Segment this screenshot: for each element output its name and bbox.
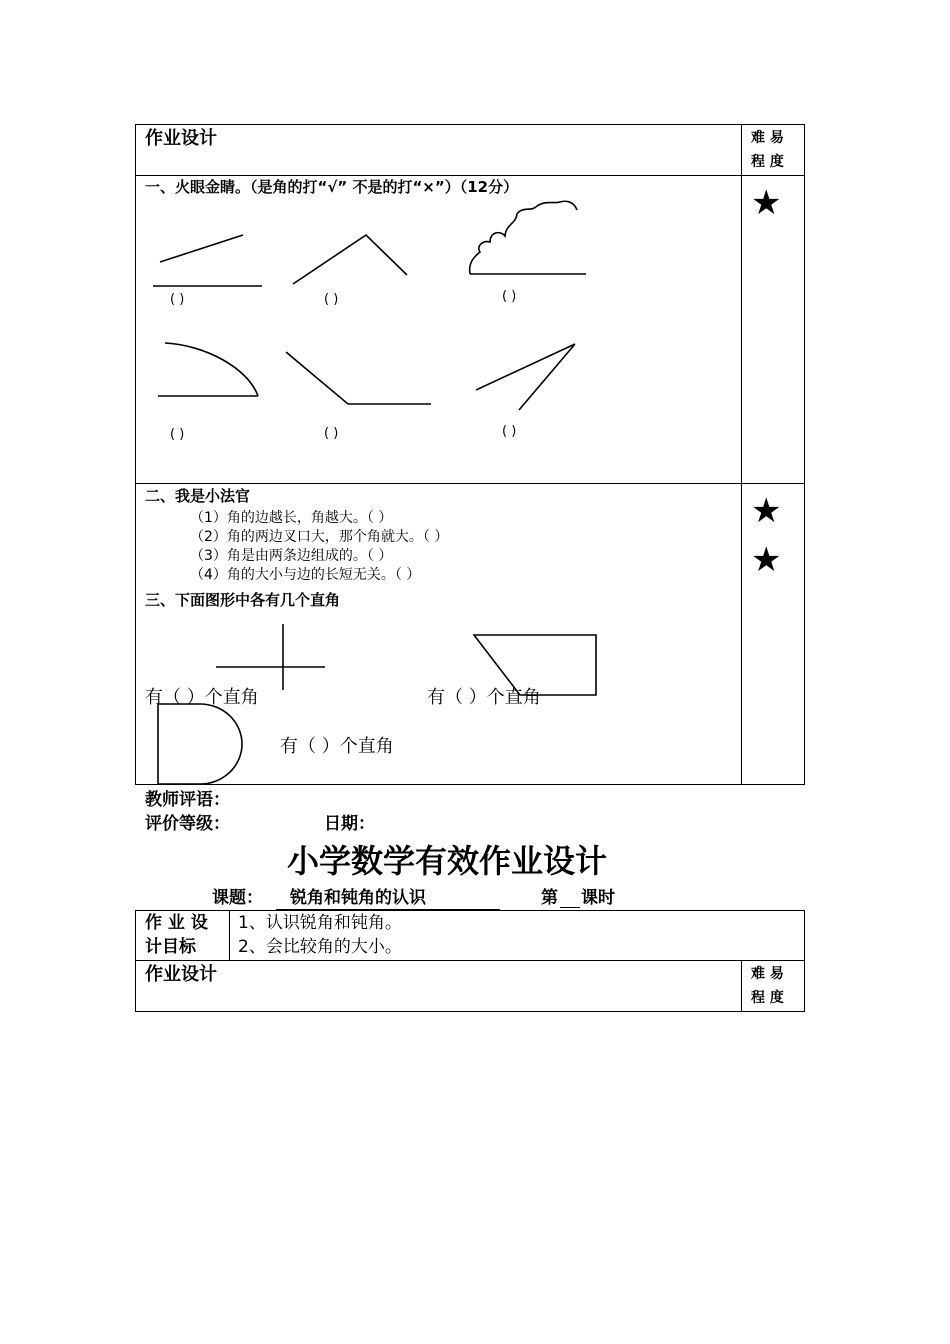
answer-blank-4[interactable]: ( ) (170, 427, 185, 442)
judge-item-3: （3）角是由两条边组成的。（ ） (190, 548, 393, 564)
figure-4-arc (165, 343, 258, 396)
figure-2-angle (293, 235, 407, 284)
judge-item-4: （4）角的大小与边的长短无关。（ ） (190, 567, 421, 583)
section3-title: 三、下面图形中各有几个直角 (145, 591, 341, 609)
d-shape (158, 704, 242, 784)
goal-label-2: 计目标 (145, 937, 196, 957)
topic-value: 锐角和钝角的认识 (276, 888, 500, 910)
star-icon: ★ (751, 183, 782, 223)
right-angle-answer-1: 有（ ）个直角 (145, 687, 259, 708)
homework-design-header: 作业设计 (145, 128, 217, 149)
answer-blank-1[interactable]: ( ) (170, 292, 185, 307)
answer-blank-6[interactable]: ( ) (502, 424, 517, 439)
goal-item-2: 2、会比较角的大小。 (238, 937, 402, 957)
lesson-number-blank[interactable] (560, 907, 580, 908)
figure-1-line-a (160, 235, 243, 262)
star-icon: ★ (751, 540, 782, 580)
answer-blank-2[interactable]: ( ) (324, 292, 339, 307)
figure-5-angle (286, 352, 431, 404)
lesson-label: 第 (541, 888, 558, 908)
star-icon: ★ (751, 491, 782, 531)
topic-label: 课题： (212, 888, 263, 908)
answer-blank-5[interactable]: ( ) (324, 426, 339, 441)
right-angle-answer-3: 有（ ）个直角 (280, 736, 394, 757)
difficulty-label-b: 难 易 (751, 966, 784, 982)
grade-label: 评价等级： (145, 814, 230, 834)
figure-3-curve (470, 201, 577, 274)
judge-item-2: （2）角的两边叉口大，那个角就大。（ ） (190, 529, 449, 545)
answer-blank-3[interactable]: ( ) (502, 289, 517, 304)
teacher-comment-label: 教师评语： (145, 790, 230, 810)
date-label: 日期： (324, 814, 375, 834)
difficulty-label: 难 易 (751, 130, 784, 146)
goal-label: 作 业 设 (145, 913, 208, 933)
figure-6-angle (476, 344, 575, 410)
judge-item-1: （1）角的边越长，角越大。（ ） (190, 510, 393, 526)
goal-item-1: 1、认识锐角和钝角。 (238, 913, 402, 933)
lesson-suffix: 课时 (581, 888, 615, 908)
difficulty-label-b2: 程 度 (751, 990, 784, 1006)
section1-title: 一、火眼金睛。（是角的打“√” 不是的打“×”）（12分） (145, 178, 519, 196)
page-title: 小学数学有效作业设计 (287, 842, 608, 880)
homework-design-header-2: 作业设计 (145, 964, 217, 985)
right-angle-answer-2: 有（ ）个直角 (427, 687, 541, 708)
section2-title: 二、我是小法官 (145, 487, 251, 505)
difficulty-label-2: 程 度 (751, 154, 784, 170)
trapezoid-shape (474, 635, 596, 695)
